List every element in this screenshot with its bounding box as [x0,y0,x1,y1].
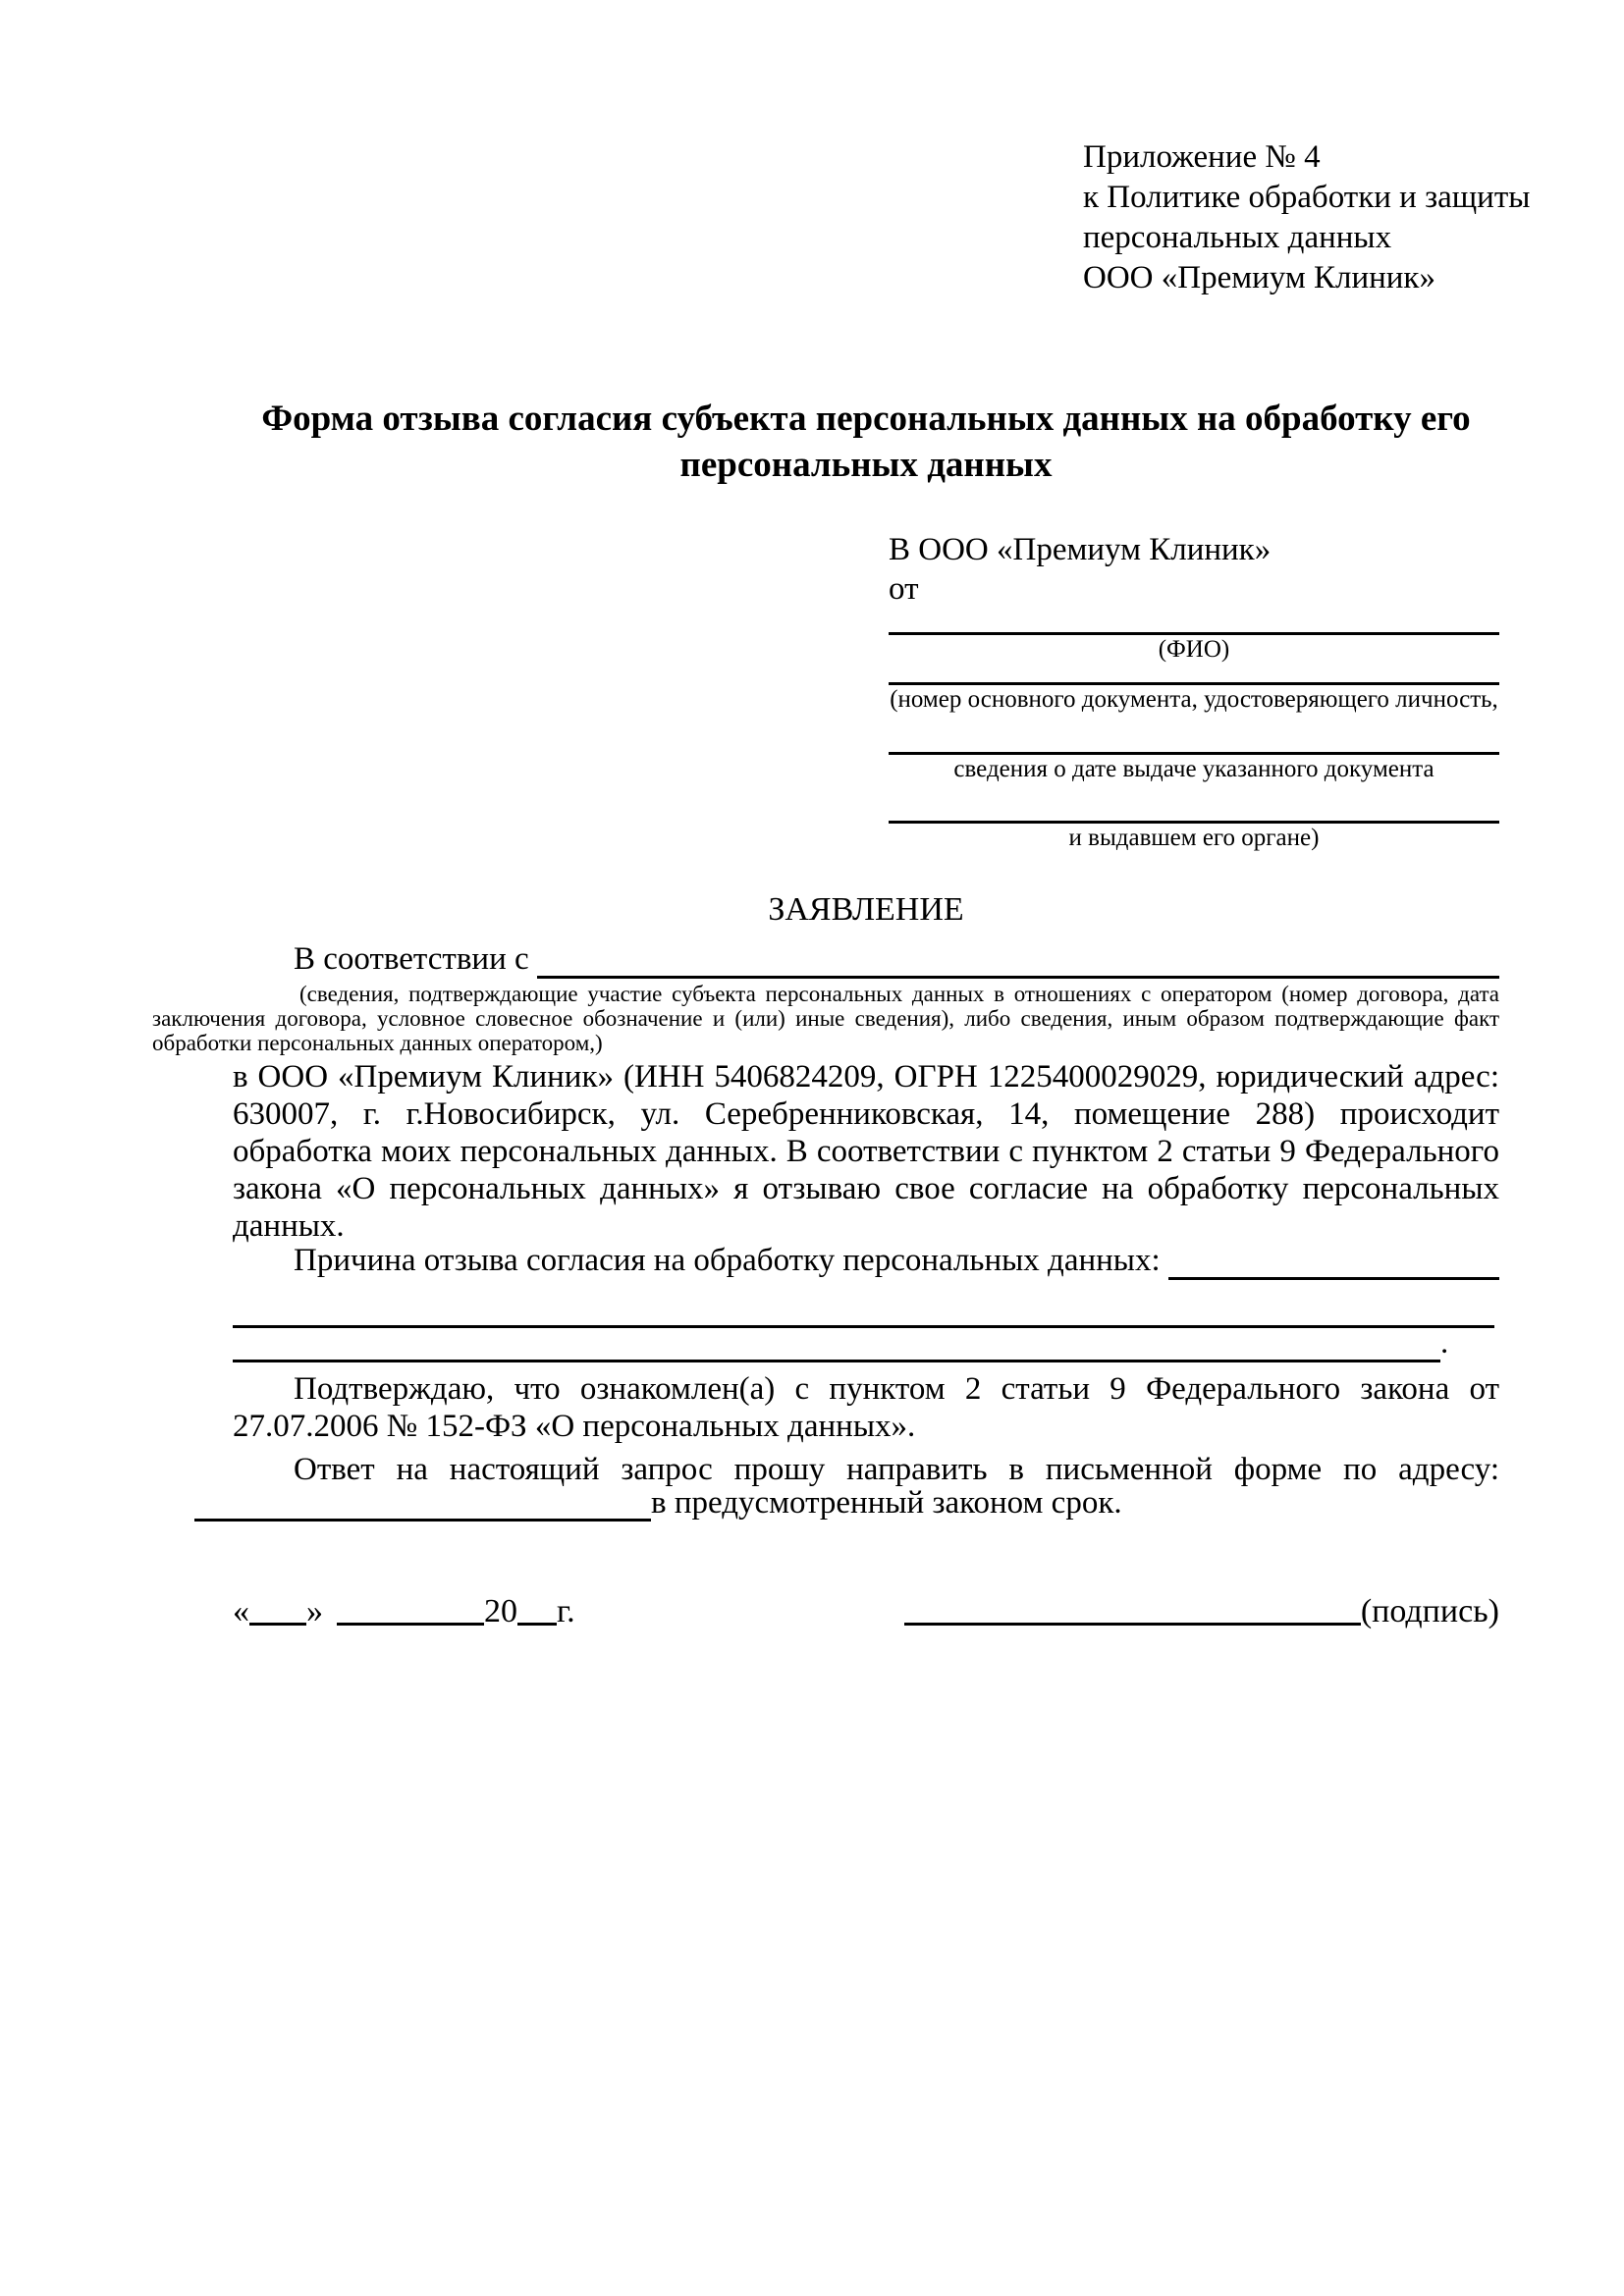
reason-label: Причина отзыва согласия на обработку персональных данных: [294,1243,1161,1278]
date-day-input-line[interactable] [249,1623,306,1626]
document-number-input-line[interactable] [889,665,1499,685]
date-year-input-line[interactable] [517,1623,557,1626]
fio-input-line[interactable] [889,607,1499,635]
accordance-prefix: В соответствии с [294,941,529,977]
addressee-block [889,528,1499,853]
issue-date-caption: сведения о дате выдаче указанного документа [953,756,1435,782]
document-number-caption: (номер основного документа, удостоверяющего личность, [890,686,1498,713]
main-paragraph: в ООО «Премиум Клиник» (ИНН 5406824209, ОГРН 1225400029029, юридический адрес: 630007, г. г.Новосибирск, ул. Серебренниковская, 14, помещение 288) происходит обработка моих персональных данных. В соответствии с пунктом 2 статьи 9 Федерального закона «О персональных данных» я отзываю свое согласие на обработку персональных данных. [233,1059,1499,1244]
addressee-organization: В ООО «Премиум Клиник» [889,532,1272,567]
reply-address-input-line[interactable] [194,1484,651,1522]
date-open-quote: « [233,1593,249,1629]
signature-caption: (подпись) [1360,1593,1499,1629]
reason-terminator: . [1440,1325,1449,1361]
document-title: Форма отзыва согласия субъекта персональных данных на обработку его персональных данных [261,399,1471,485]
date-group [233,1592,575,1631]
appendix-note [1083,137,1535,298]
statement-heading: ЗАЯВЛЕНИЕ [768,891,964,928]
signature-input-line[interactable] [904,1623,1361,1626]
addressee-from-label: от [889,571,919,607]
appendix-line-4: ООО «Премиум Клиник» [1083,260,1435,295]
date-year-prefix: 20 [484,1593,517,1629]
issuing-authority-input-line[interactable] [889,784,1499,824]
reason-input-line-2[interactable] [233,1288,1494,1328]
date-close-quote: » [306,1593,323,1629]
appendix-line-1: Приложение № 4 [1083,139,1321,175]
reply-request-paragraph: Ответ на настоящий запрос прошу направить в письменной форме по адресу: [294,1452,1499,1487]
date-year-suffix: г. [557,1593,575,1629]
reason-line-3-row [233,1325,1499,1362]
date-month-input-line[interactable] [337,1623,484,1626]
issuing-authority-caption: и выдавшем его органе) [1068,825,1320,851]
appendix-line-2: к Политике обработки и защиты [1083,180,1531,215]
reason-row [233,1241,1499,1280]
accordance-row [233,939,1499,979]
reason-input-line-1[interactable] [1168,1241,1499,1280]
accordance-input-line[interactable] [537,939,1499,979]
date-signature-row [233,1592,1499,1631]
fine-print-note: (сведения, подтверждающие участие субъекта персональных данных в отношениях с оператором (номер договора, дата заключения договора, условное словесное обозначение и (или) иные сведения), либо сведения, иным образом подтверждающие факт обработки персональных данных оператором,) [152,982,1499,1055]
signature-group [904,1592,1499,1631]
fio-caption: (ФИО) [1158,636,1230,663]
issue-date-input-line[interactable] [889,715,1499,755]
appendix-line-3: персональных данных [1083,220,1392,255]
reason-input-line-3[interactable] [233,1325,1440,1362]
confirmation-paragraph: Подтверждаю, что ознакомлен(а) с пунктом 2 статьи 9 Федерального закона от 27.07.2006 № 152-ФЗ «О персональных данных». [233,1371,1499,1444]
reply-address-row [194,1484,1500,1522]
reply-suffix: в предусмотренный законом срок. [651,1485,1122,1521]
